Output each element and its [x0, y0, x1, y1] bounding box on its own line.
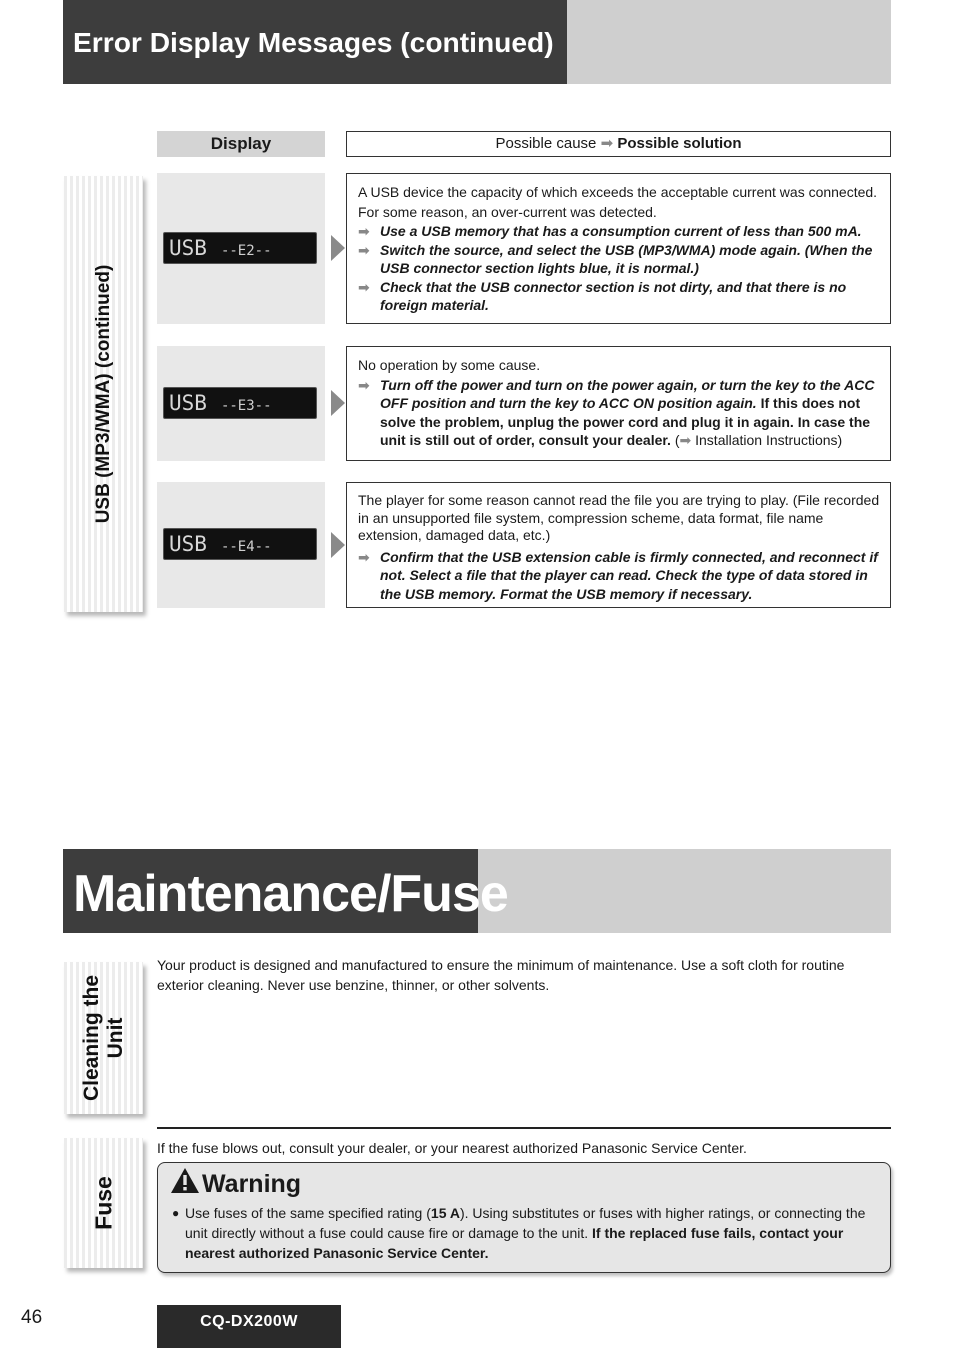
solution-text: Use a USB memory that has a consumption current of less than 500 mA.: [380, 223, 862, 239]
side-tab-fuse: [64, 1138, 143, 1268]
side-tab-label-line: Unit: [103, 1017, 127, 1059]
arrow-right-icon: ➡: [358, 548, 370, 565]
side-tab-label: USB (MP3/WMA) (continued): [92, 264, 114, 524]
side-tab-cleaning: [64, 962, 143, 1114]
fuse-rating: 15 A: [430, 1205, 460, 1221]
solution-item: [358, 241, 880, 278]
display-cell: [157, 173, 325, 324]
cause-text: For some reason, an over-current was detected.: [358, 203, 657, 220]
side-tab-label: [80, 975, 128, 1101]
reference-text: Installation Instructions: [695, 432, 838, 448]
warning-title: Warning: [202, 1170, 302, 1198]
arrow-right-icon: ➡: [358, 278, 370, 295]
solution-header-label: Possible solution: [617, 135, 742, 152]
warning-text: ). Using substitutes or fuses with higher ratings, or connecting the unit directly without a fuse could cause fire or damage to the unit.: [185, 1205, 866, 1241]
page-title: Error Display Messages (continued): [63, 0, 567, 84]
model-badge: CQ-DX200W: [157, 1305, 341, 1348]
arrow-right-icon: ➡: [358, 376, 370, 393]
warning-text: Use fuses of the same specified rating (: [185, 1205, 431, 1221]
section-title: Maintenance/Fuse: [63, 849, 478, 933]
solution-text: Switch the source, and select the USB (MP3/WMA) mode again. (When the USB connector section lights blue, it is normal.): [380, 241, 873, 276]
display-cell: [157, 482, 325, 608]
display-column-header: Display: [157, 131, 325, 157]
lcd-display: [163, 387, 317, 419]
cause-header-label: Possible cause: [495, 135, 597, 152]
arrow-right-icon: ➡: [679, 432, 692, 448]
arrow-right-icon: ➡: [600, 135, 614, 152]
arrow-right-icon: ➡: [358, 223, 370, 239]
warning-heading: [170, 1167, 301, 1202]
lcd-main-text: USB: [169, 391, 207, 415]
solution-item: [358, 222, 880, 241]
solution-item: [358, 548, 880, 604]
cause-text: No operation by some cause.: [358, 357, 541, 373]
divider: [157, 1127, 891, 1129]
cause-text: The player for some reason cannot read the file you are trying to play. (File recorded in an unsupported file system, compression scheme, data format, file name extension, damaged data, etc.): [358, 492, 880, 543]
lcd-main-text: USB: [169, 236, 207, 260]
pointer-arrow-icon: [331, 390, 345, 416]
lcd-code-text: --E2--: [220, 243, 272, 259]
solution-item: ➡ Turn off the power and turn on the power again, or turn the key to the ACC OFF position and turn the key to ACC ON position again. If this does not solve the problem, unplug the power cord and plug it in again. In case the unit is still out of order, consult your dealer. (➡ Installation Instructions): [358, 376, 875, 448]
page-number: 46: [21, 1307, 43, 1328]
display-cell: [157, 346, 325, 461]
cause-solution-cell: [346, 482, 891, 608]
cause-solution-cell: [346, 346, 891, 461]
lcd-main-text: USB: [169, 532, 207, 556]
cleaning-text: Your product is designed and manufactured to ensure the minimum of maintenance. Use a soft cloth for routine exterior cleaning. Never use benzine, thinner, or other solvents.: [157, 957, 845, 993]
solution-item: [358, 278, 880, 315]
solution-text: If this does not solve the problem, unplug the power cord and plug it in again. In case the unit is still out of order, consult your dealer.: [380, 395, 871, 448]
cause-solution-cell: [346, 173, 891, 324]
warning-emphasis: If the replaced fuse fails, contact your nearest authorized Panasonic Service Center.: [185, 1225, 844, 1261]
section-title-bar: [63, 0, 891, 84]
lcd-code-text: --E4--: [220, 539, 272, 555]
arrow-right-icon: ➡: [358, 241, 370, 258]
solution-text: Confirm that the USB extension cable is firmly connected, and reconnect if not. Select a file that the player can read. Check the type of data stored in the USB memory. Format the USB memory if necessary.: [380, 548, 878, 602]
lcd-display: [163, 528, 317, 560]
pointer-arrow-icon: [331, 235, 345, 261]
warning-body: [172, 1203, 880, 1263]
lcd-code-text: --E3--: [220, 398, 272, 414]
warning-box: [157, 1162, 891, 1273]
warning-icon: [170, 1167, 200, 1202]
lcd-display: [163, 232, 317, 264]
pointer-arrow-icon: [331, 532, 345, 558]
side-tab-usb: [64, 176, 143, 612]
cause-column-header: [346, 131, 891, 157]
bullet-icon: ●: [172, 1206, 180, 1220]
cause-text: A USB device the capacity of which exceeds the acceptable current was connected.: [358, 184, 878, 200]
side-tab-label: Fuse: [90, 1176, 116, 1230]
fuse-text: If the fuse blows out, consult your dealer, or your nearest authorized Panasonic Service Center.: [157, 1140, 747, 1156]
section-title-bar: [63, 849, 891, 933]
solution-text: Check that the USB connector section is not dirty, and that there is no foreign material.: [380, 278, 847, 313]
side-tab-label-line: Cleaning the: [79, 974, 103, 1102]
solution-text: Turn off the power and turn on the power again, or turn the key to the ACC OFF position and turn the key to ACC ON position again.: [380, 376, 875, 411]
